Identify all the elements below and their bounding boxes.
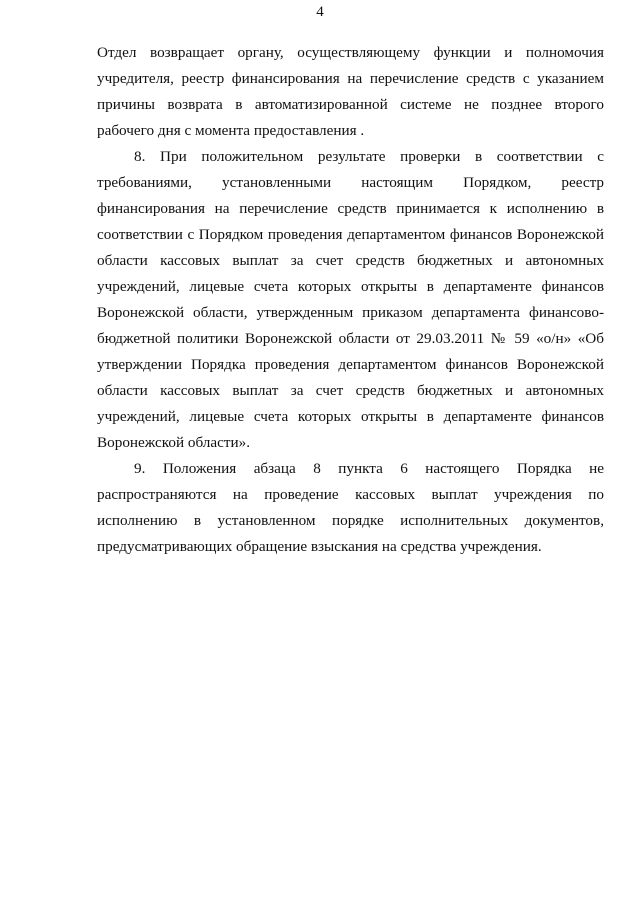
document-body xyxy=(97,40,604,560)
paragraph-return-registry: Отдел возвращает органу, осуществляющему функции и полномочия учредителя, реестр финансирования на перечисление средств с указанием причины возврата в автоматизированной системе не позднее второго рабочего дня с момента предоставления . xyxy=(97,44,604,139)
page-number: 4 xyxy=(316,4,324,20)
paragraph-item-9: 9. Положения абзаца 8 пункта 6 настоящего Порядка не распространяются на проведение кассовых выплат учреждения по исполнению в установленном порядке исполнительных документов, предусматривающих обращение взыскания на средства учреждения. xyxy=(97,460,604,555)
paragraph-item-8: 8. При положительном результате проверки в соответствии с требованиями, установленными настоящим Порядком, реестр финансирования на перечисление средств принимается к исполнению в соответствии с Порядком проведения департаментом финансов Воронежской области кассовых выплат за счет средств бюджетных и автономных учреждений, лицевые счета которых открыты в департаменте финансов Воронежской области, утвержденным приказом департамента финансово-бюджетной политики Воронежской области от 29.03.2011 № 59 «о/н» «Об утверждении Порядка проведения департаментом финансов Воронежской области кассовых выплат за счет средств бюджетных и автономных учреждений, лицевые счета которых открыты в департаменте финансов Воронежской области». xyxy=(97,148,604,451)
